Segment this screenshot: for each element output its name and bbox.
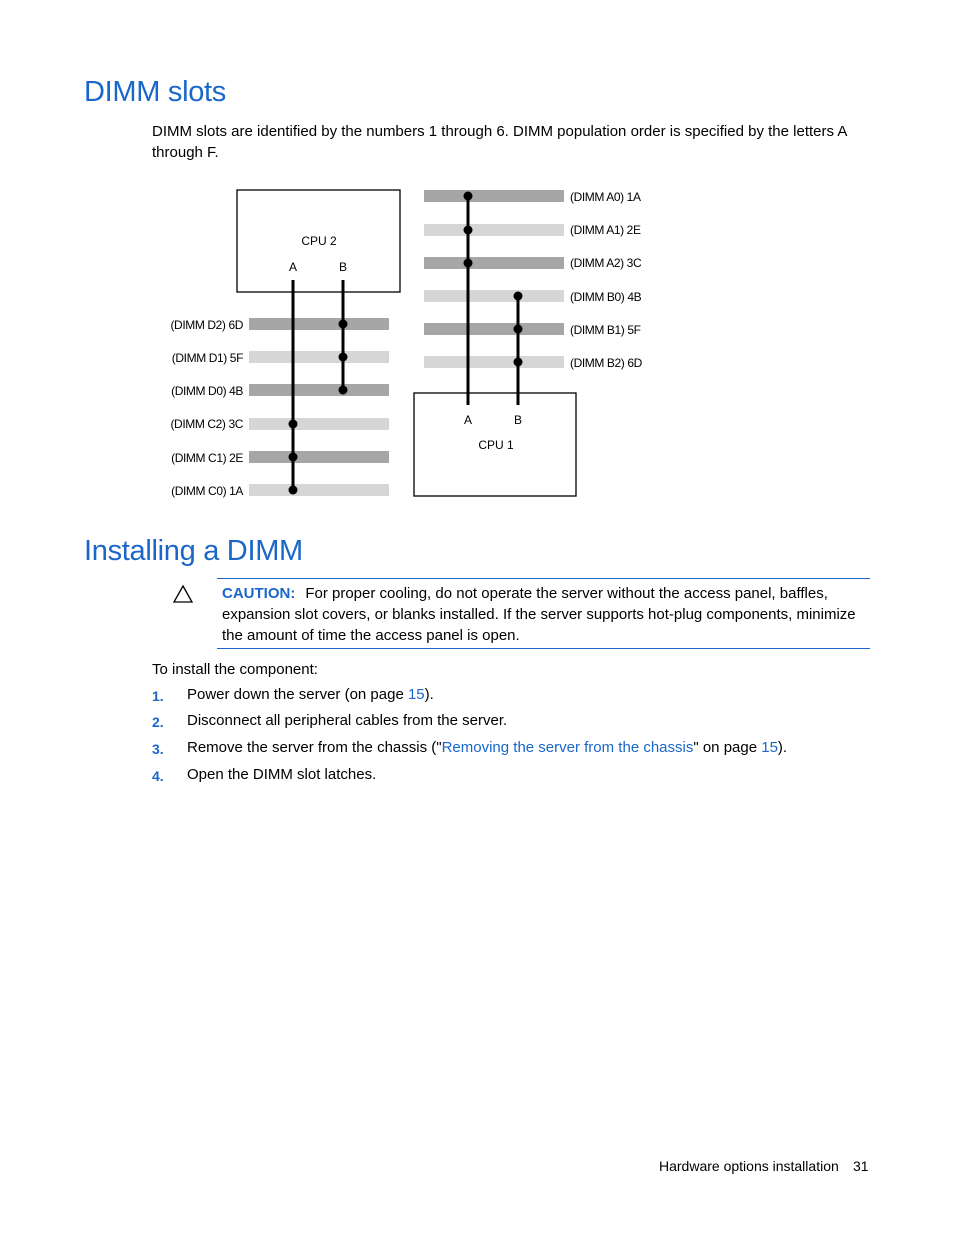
slot-label-c0: (DIMM C0) 1A xyxy=(171,484,243,498)
cpu2-label: CPU 2 xyxy=(301,234,337,248)
slot-label-d2: (DIMM D2) 6D xyxy=(170,318,243,332)
page-link[interactable]: 15 xyxy=(761,739,778,756)
caution-notice xyxy=(217,578,870,649)
section-title-dimm-slots: DIMM slots xyxy=(84,76,227,108)
warning-triangle-icon xyxy=(172,584,194,604)
slot-label-a2: (DIMM A2) 3C xyxy=(570,256,642,270)
slot-label-b0: (DIMM B0) 4B xyxy=(570,290,642,304)
dimm-slot-a1 xyxy=(424,224,564,236)
slot-label-d0: (DIMM D0) 4B xyxy=(171,384,243,398)
step-text: Disconnect all peripheral cables from the server. xyxy=(187,712,508,729)
caution-label: CAUTION: xyxy=(222,585,296,602)
dimm-slot-b0 xyxy=(424,290,564,302)
cpu1-label: CPU 1 xyxy=(478,438,514,452)
install-intro: To install the component: xyxy=(152,661,318,678)
cpu1-channel-a-label: A xyxy=(463,413,473,427)
section-link[interactable]: Removing the server from the chassis xyxy=(441,739,694,756)
section-title-installing-dimm: Installing a DIMM xyxy=(84,535,303,567)
step-text: Power down the server (on page xyxy=(187,686,408,703)
cpu2-channel-a-label: A xyxy=(288,260,298,274)
dimm-slot-a0 xyxy=(424,190,564,202)
footer-section-title: Hardware options installation xyxy=(659,1158,839,1174)
dimm-slots-description: DIMM slots are identified by the numbers 1 through 6. DIMM population order is specified by the letters A through F. xyxy=(152,123,847,161)
dimm-slot-d0 xyxy=(249,384,389,396)
dimm-slot-b2 xyxy=(424,356,564,368)
dimm-slot-d2 xyxy=(249,318,389,330)
cpu2-channel-b-label: B xyxy=(338,260,348,274)
slot-label-a0: (DIMM A0) 1A xyxy=(570,190,641,204)
dimm-slot-c1 xyxy=(249,451,389,463)
step-number: 3. xyxy=(152,741,164,757)
slot-label-d1: (DIMM D1) 5F xyxy=(171,351,243,365)
slot-label-c2: (DIMM C2) 3C xyxy=(170,417,243,431)
footer-page-number: 31 xyxy=(853,1158,869,1174)
slot-label-b1: (DIMM B1) 5F xyxy=(570,323,641,337)
page-link[interactable]: 15 xyxy=(407,686,425,703)
dimm-slot-d1 xyxy=(249,351,389,363)
slot-label-a1: (DIMM A1) 2E xyxy=(570,223,641,237)
caution-text: For proper cooling, do not operate the server without the access panel, baffles, expansion slot covers, or blanks installed. If the server supports hot-plug components, minimize the amount of time the access panel is open. xyxy=(222,585,856,644)
step-number: 2. xyxy=(152,714,164,730)
step-text: Remove the server from the chassis (" xyxy=(187,739,442,756)
dimm-slot-c2 xyxy=(249,418,389,430)
step-number: 1. xyxy=(152,688,164,704)
step-text: Open the DIMM slot latches. xyxy=(187,766,377,783)
dimm-slot-a2 xyxy=(424,257,564,269)
dimm-slot-diagram xyxy=(0,0,954,520)
slot-label-c1: (DIMM C1) 2E xyxy=(171,451,243,465)
dimm-slot-b1 xyxy=(424,323,564,335)
cpu1-channel-b-label: B xyxy=(513,413,523,427)
step-number: 4. xyxy=(152,768,164,784)
dimm-slot-c0 xyxy=(249,484,389,496)
slot-label-b2: (DIMM B2) 6D xyxy=(570,356,642,370)
